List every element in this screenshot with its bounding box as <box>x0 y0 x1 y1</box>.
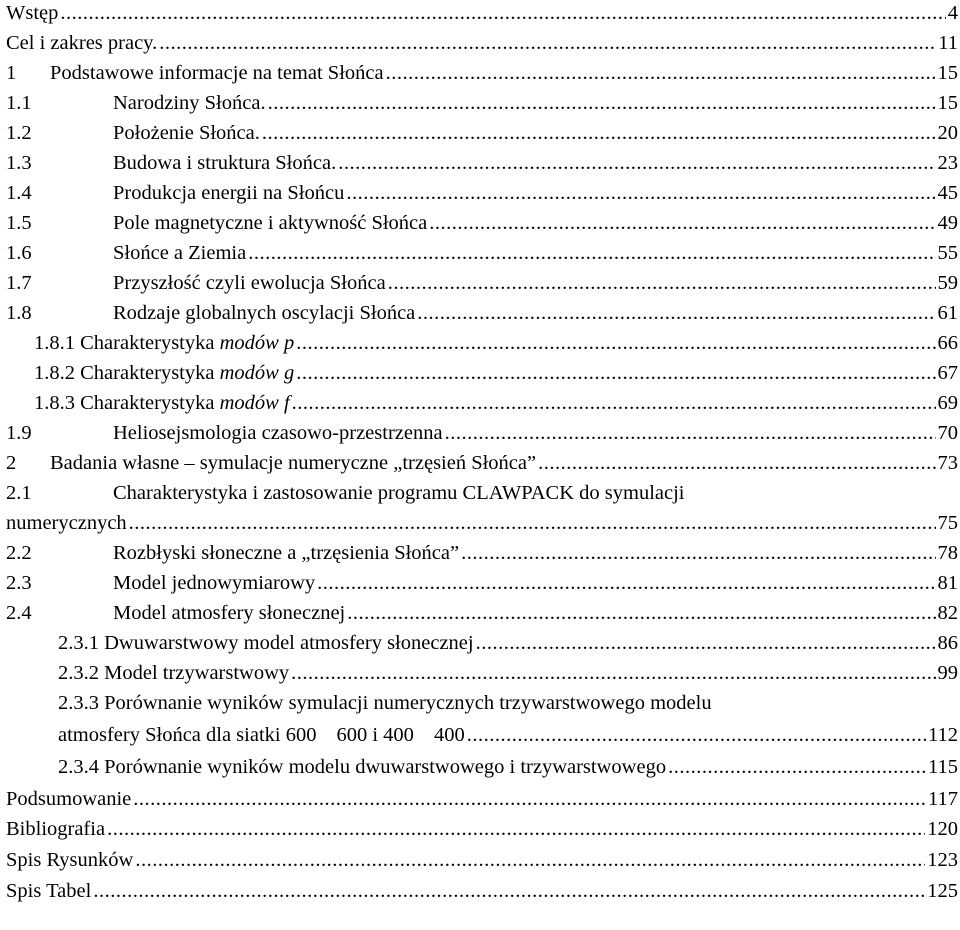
toc-entry-title: Model jednowymiarowy <box>113 572 316 594</box>
toc-leader-dots <box>461 538 935 568</box>
toc-page-number: 86 <box>937 632 958 654</box>
toc-entry-title <box>99 752 666 782</box>
toc-page-number: 55 <box>937 242 958 264</box>
toc-entry-1-5[interactable] <box>6 208 960 238</box>
toc-entry-title: Pole magnetyczne i aktywność Słońca <box>113 212 428 234</box>
toc-entry-number: 1.3 <box>6 152 32 174</box>
toc-entry-title <box>99 658 289 688</box>
toc-entry-title: Rodzaje globalnych oscylacji Słońca <box>113 302 416 324</box>
toc-page-number: 117 <box>928 788 958 810</box>
toc-entry-title: Cel i zakres pracy. <box>6 32 158 54</box>
toc-entry-title-text: Model trzywarstwowy <box>104 662 290 684</box>
toc-entry-podsumowanie[interactable] <box>6 784 960 814</box>
toc-entry-2-2[interactable] <box>6 538 960 568</box>
toc-page-number: 70 <box>937 422 958 444</box>
toc-leader-dots <box>107 814 925 844</box>
toc-entry-1-3[interactable] <box>6 148 960 178</box>
toc-entry-number: 1.8.3 <box>34 392 75 414</box>
toc-entry-2-3[interactable] <box>6 568 960 598</box>
toc-entry-title: Spis Tabel <box>6 880 92 902</box>
toc-page-number: 15 <box>937 92 958 114</box>
toc-entry-number: 1.1 <box>6 92 32 114</box>
toc-leader-dots <box>346 178 935 208</box>
toc-leader-dots <box>292 388 936 418</box>
toc-leader-dots <box>429 208 935 238</box>
toc-entry-number: 1 <box>6 62 17 84</box>
toc-entry-2-3-4[interactable] <box>58 752 960 782</box>
toc-page-number: 61 <box>937 302 958 324</box>
toc-leader-dots <box>668 752 926 782</box>
toc-leader-dots <box>347 598 935 628</box>
toc-entry-title: Wstęp <box>6 2 59 24</box>
toc-leader-dots <box>159 28 936 58</box>
toc-entry-bibliografia[interactable] <box>6 814 960 844</box>
toc-entry-number: 1.7 <box>6 272 32 294</box>
toc-entry-title-plain: Charakterystyka <box>80 332 215 354</box>
toc-page-number: 120 <box>927 818 958 840</box>
toc-page-number: 81 <box>937 572 958 594</box>
toc-entry-title: Spis Rysunków <box>6 849 134 871</box>
toc-entry-2-3-2[interactable] <box>58 658 960 688</box>
toc-page-number: 123 <box>927 849 958 871</box>
toc-entry-number: 2.3 <box>6 572 32 594</box>
toc-entry-title: Narodziny Słońca. <box>113 92 266 114</box>
toc-entry-cel[interactable] <box>6 28 960 58</box>
toc-entry-number: 2.2 <box>6 542 32 564</box>
toc-entry-chapter-1[interactable] <box>6 58 960 88</box>
toc-leader-dots <box>296 328 935 358</box>
toc-leader-dots <box>296 358 935 388</box>
toc-entry-number: 1.6 <box>6 242 32 264</box>
toc-entry-title-text: Porównanie wyników symulacji numerycznych trzywarstwowego modelu <box>104 692 712 714</box>
toc-entry-title <box>75 388 290 418</box>
toc-entry-2-3-1[interactable] <box>58 628 960 658</box>
toc-entry-title-text: Porównanie wyników modelu dwuwarstwowego i trzywarstwowego <box>104 756 667 778</box>
toc-entry-title-plain: Charakterystyka <box>80 392 215 414</box>
toc-leader-dots <box>386 58 936 88</box>
toc-entry-number: 1.8.1 <box>34 332 75 354</box>
toc-page-number: 23 <box>937 152 958 174</box>
toc-entry-number: 2.3.3 <box>58 692 99 714</box>
toc-page-number: 15 <box>937 62 958 84</box>
toc-leader-dots <box>129 508 936 538</box>
toc-entry-2-4[interactable] <box>6 598 960 628</box>
toc-page-number: 11 <box>938 32 958 54</box>
toc-leader-dots <box>60 0 945 28</box>
toc-leader-dots <box>291 658 935 688</box>
toc-entry-1-7[interactable] <box>6 268 960 298</box>
toc-page-number: 78 <box>937 542 958 564</box>
toc-entry-wstep[interactable] <box>6 0 960 28</box>
toc-entry-number: 2.4 <box>6 602 32 624</box>
toc-entry-title: Heliosejsmologia czasowo-przestrzenna <box>113 422 443 444</box>
toc-page-number: 69 <box>937 392 958 414</box>
toc-entry-spis-tabel[interactable] <box>6 876 960 906</box>
toc-leader-dots <box>135 845 925 875</box>
toc-entry-title: Przyszłość czyli ewolucja Słońca <box>113 272 386 294</box>
toc-entry-1-4[interactable] <box>6 178 960 208</box>
toc-entry-number: 1.2 <box>6 122 32 144</box>
toc-page-number: 112 <box>928 724 958 746</box>
toc-entry-title-continuation: numerycznych <box>6 512 127 534</box>
toc-page-number: 20 <box>937 122 958 144</box>
toc-entry-title: Budowa i struktura Słońca. <box>113 152 337 174</box>
toc-entry-title: Podstawowe informacje na temat Słońca <box>50 62 384 84</box>
toc-entry-title: Charakterystyka i zastosowanie programu CLAWPACK do symulacji <box>113 482 685 504</box>
toc-entry-number: 1.4 <box>6 182 32 204</box>
toc-continuation-part-b: 600 i 400 <box>336 724 414 746</box>
toc-page-number: 59 <box>937 272 958 294</box>
toc-entry-title <box>75 358 294 388</box>
toc-page-number: 67 <box>937 362 958 384</box>
toc-entry-spis-rysunkow[interactable] <box>6 845 960 875</box>
toc-continuation-part-c: 400 <box>433 724 465 746</box>
toc-entry-number: 2.3.2 <box>58 662 99 684</box>
toc-leader-dots <box>417 298 935 328</box>
toc-leader-dots <box>248 238 935 268</box>
toc-entry-title-continuation <box>58 720 465 750</box>
toc-entry-1-8[interactable] <box>6 298 960 328</box>
toc-entry-title: Badania własne – symulacje numeryczne „trzęsień Słońca” <box>50 452 537 474</box>
toc-entry-title-plain: Charakterystyka <box>80 362 215 384</box>
toc-entry-number: 1.9 <box>6 422 32 444</box>
toc-leader-dots <box>262 118 936 148</box>
toc-leader-dots <box>268 88 936 118</box>
toc-entry-title-text: Dwuwarstwowy model atmosfery słonecznej <box>104 632 474 654</box>
toc-entry-title <box>99 628 474 658</box>
toc-entry-title: Produkcja energii na Słońcu <box>113 182 345 204</box>
toc-entry-title: Bibliografia <box>6 818 106 840</box>
toc-page-number: 4 <box>947 2 958 24</box>
toc-entry-1-2[interactable] <box>6 118 960 148</box>
toc-entry-title: Słońce a Ziemia <box>113 242 247 264</box>
toc-entry-chapter-2[interactable] <box>6 448 960 478</box>
toc-leader-dots <box>317 568 935 598</box>
toc-entry-number: 1.8 <box>6 302 32 324</box>
toc-page-number: 49 <box>937 212 958 234</box>
toc-page-number: 45 <box>937 182 958 204</box>
toc-entry-title: Położenie Słońca. <box>113 122 260 144</box>
toc-page-number: 75 <box>937 512 958 534</box>
toc-leader-dots <box>133 784 926 814</box>
toc-entry-title <box>75 328 294 358</box>
toc-entry-number: 1.8.2 <box>34 362 75 384</box>
toc-entry-number: 1.5 <box>6 212 32 234</box>
toc-entry-1-8-1[interactable] <box>34 328 960 358</box>
toc-entry-number: 2.3.4 <box>58 756 99 778</box>
toc-leader-dots <box>538 448 935 478</box>
toc-entry-1-8-3[interactable] <box>34 388 960 418</box>
toc-entry-number: 2.1 <box>6 482 32 504</box>
toc-page-number: 73 <box>937 452 958 474</box>
toc-entry-1-6[interactable] <box>6 238 960 268</box>
toc-entry-title: Podsumowanie <box>6 788 132 810</box>
toc-entry-1-1[interactable] <box>6 88 960 118</box>
toc-page-number: 125 <box>927 880 958 902</box>
toc-leader-dots <box>93 876 925 906</box>
toc-entry-2-1[interactable] <box>6 478 960 508</box>
toc-leader-dots <box>467 720 926 750</box>
toc-entry-title-italic: modów p <box>219 332 295 354</box>
toc-entry-title-italic: modów f <box>219 392 290 414</box>
toc-entry-number: 2 <box>6 452 17 474</box>
toc-entry-title: Rozbłyski słoneczne a „trzęsienia Słońca” <box>113 542 460 564</box>
toc-leader-dots <box>388 268 936 298</box>
toc-page-number: 66 <box>937 332 958 354</box>
toc-entry-2-3-3-continuation[interactable] <box>58 720 960 750</box>
toc-leader-dots <box>476 628 936 658</box>
toc-entry-title: Model atmosfery słonecznej <box>113 602 346 624</box>
toc-entry-number: 2.3.1 <box>58 632 99 654</box>
toc-entry-2-3-3[interactable] <box>58 688 960 718</box>
toc-entry-title-italic: modów g <box>219 362 295 384</box>
toc-entry-1-8-2[interactable] <box>34 358 960 388</box>
toc-page-number: 99 <box>937 662 958 684</box>
toc-page-number: 82 <box>937 602 958 624</box>
toc-entry-1-9[interactable] <box>6 418 960 448</box>
toc-continuation-part-a: atmosfery Słońca dla siatki 600 <box>58 724 317 746</box>
toc-entry-2-1-continuation[interactable] <box>6 508 960 538</box>
toc-page-number: 115 <box>928 756 958 778</box>
toc-leader-dots <box>445 418 936 448</box>
toc-entry-title <box>99 688 712 718</box>
toc-leader-dots <box>338 148 935 178</box>
